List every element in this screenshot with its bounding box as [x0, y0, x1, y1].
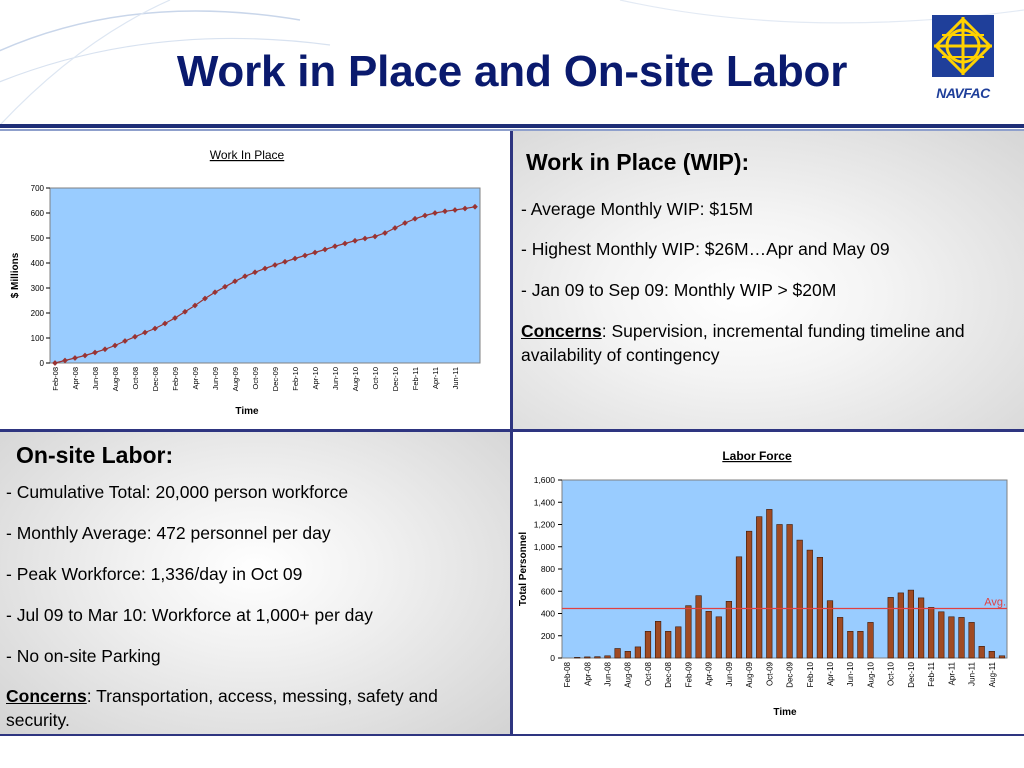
wip-concerns-text: : Supervision, incremental funding timeline and availability of contingency [521, 321, 965, 365]
labor-xtick-14: Jun-10 [846, 662, 856, 687]
labor-ytick-3: 600 [540, 586, 555, 597]
labor-xtick-3: Aug-08 [623, 662, 633, 688]
labor-bullet-5: - No on-site Parking [6, 646, 161, 666]
wip-xaxis-label: Time [235, 406, 259, 417]
labor-bar-24 [807, 550, 813, 658]
labor-xtick-17: Dec-10 [906, 662, 916, 688]
labor-bar-39 [959, 617, 965, 658]
labor-concerns-text: : Transportation, access, messing, safety and security. [6, 686, 438, 730]
wip-xtick-17: Dec-10 [391, 367, 400, 392]
wip-heading: Work in Place (WIP): [526, 149, 750, 175]
wip-plot-area [50, 188, 480, 363]
labor-bar-12 [686, 606, 692, 658]
navfac-logo [932, 15, 994, 107]
labor-bar-15 [716, 617, 722, 658]
labor-ytick-7: 1,400 [533, 497, 555, 508]
labor-bar-7 [635, 647, 641, 658]
labor-bar-32 [888, 597, 894, 658]
wip-xtick-20: Jun-11 [451, 367, 460, 390]
labor-bar-36 [928, 607, 934, 658]
labor-chart [513, 432, 1024, 734]
labor-xtick-19: Apr-11 [947, 662, 957, 686]
labor-xtick-6: Feb-09 [684, 662, 694, 688]
wip-bullet-2: - Highest Monthly WIP: $26M…Apr and May 09 [521, 239, 890, 259]
wip-xtick-10: Oct-09 [251, 367, 260, 390]
labor-bar-38 [949, 617, 955, 658]
labor-ytick-0: 0 [550, 653, 555, 663]
labor-bar-42 [989, 651, 995, 658]
wip-xtick-16: Oct-10 [371, 367, 380, 390]
logo-wordmark: NAVFAC [936, 85, 990, 101]
labor-bullet-1: - Cumulative Total: 20,000 person workforce [6, 482, 349, 502]
wip-bullet-3: - Jan 09 to Sep 09: Monthly WIP > $20M [521, 280, 837, 300]
wip-xtick-15: Aug-10 [351, 367, 360, 392]
bottom-divider [0, 734, 1024, 736]
labor-bar-43 [999, 656, 1005, 658]
vertical-divider [510, 131, 513, 736]
labor-bar-25 [817, 557, 823, 658]
labor-bar-20 [767, 509, 773, 658]
labor-bullet-3: - Peak Workforce: 1,336/day in Oct 09 [6, 564, 303, 584]
labor-concerns-label: Concerns [6, 686, 87, 706]
labor-bar-37 [939, 612, 945, 658]
labor-bar-19 [756, 517, 762, 658]
labor-yaxis-label: Total Personnel [518, 531, 529, 607]
labor-xaxis-label: Time [773, 707, 797, 718]
labor-chart-title: Labor Force [722, 449, 792, 463]
labor-bar-17 [736, 557, 742, 658]
labor-xtick-1: Apr-08 [583, 662, 593, 687]
labor-xtick-0: Feb-08 [563, 662, 573, 688]
labor-bar-14 [706, 611, 712, 658]
wip-xtick-19: Apr-11 [431, 367, 440, 389]
labor-xtick-2: Jun-08 [603, 662, 613, 687]
labor-xtick-15: Aug-10 [866, 662, 876, 688]
labor-bar-26 [827, 601, 833, 658]
wip-ytick-3: 300 [30, 284, 44, 293]
labor-bar-30 [868, 622, 874, 658]
labor-bar-16 [726, 601, 732, 658]
wip-xtick-2: Jun-08 [91, 367, 100, 390]
labor-xtick-16: Oct-10 [886, 662, 896, 687]
labor-bar-9 [655, 621, 661, 658]
labor-xtick-7: Apr-09 [704, 662, 714, 687]
labor-bar-29 [858, 631, 864, 658]
wip-ytick-0: 0 [39, 359, 44, 368]
labor-bar-11 [676, 627, 682, 658]
wip-ytick-5: 500 [30, 234, 44, 243]
wip-ytick-1: 100 [30, 334, 44, 343]
labor-bar-28 [848, 631, 854, 658]
labor-bar-23 [797, 540, 803, 658]
wip-concerns [521, 319, 991, 367]
labor-ytick-2: 400 [540, 608, 555, 619]
wip-text-panel [513, 131, 1024, 429]
wip-concerns-label: Concerns [521, 321, 602, 341]
wip-xtick-12: Feb-10 [291, 367, 300, 391]
wip-chart-title: Work In Place [209, 148, 285, 162]
labor-bar-33 [898, 593, 904, 658]
labor-chart-panel [513, 432, 1024, 734]
labor-ytick-1: 200 [540, 630, 555, 641]
wip-ytick-4: 400 [30, 259, 44, 268]
labor-bar-40 [969, 622, 975, 658]
labor-xtick-20: Jun-11 [967, 662, 977, 686]
wip-xtick-1: Apr-08 [71, 367, 80, 390]
labor-text-panel [0, 432, 510, 734]
labor-xtick-8: Jun-09 [724, 662, 734, 687]
labor-xtick-10: Oct-09 [765, 662, 775, 687]
labor-bullet-4: - Jul 09 to Mar 10: Workforce at 1,000+ per day [6, 605, 373, 625]
wip-xtick-18: Feb-11 [411, 367, 420, 391]
labor-bar-1 [574, 657, 580, 658]
labor-bar-35 [918, 598, 924, 658]
labor-bar-13 [696, 596, 702, 658]
labor-bar-21 [777, 525, 783, 659]
wip-xtick-9: Aug-09 [231, 367, 240, 392]
labor-concerns [6, 684, 486, 732]
wip-xtick-8: Jun-09 [211, 367, 220, 390]
labor-xtick-21: Aug-11 [987, 662, 997, 688]
wip-bullet-1: - Average Monthly WIP: $15M [521, 199, 754, 219]
labor-bar-34 [908, 590, 914, 658]
wip-xtick-5: Dec-08 [151, 367, 160, 392]
wip-chart-panel [0, 131, 510, 429]
labor-xtick-13: Apr-10 [826, 662, 836, 687]
labor-bar-5 [615, 649, 621, 659]
wip-xtick-14: Jun-10 [331, 367, 340, 390]
labor-bar-22 [787, 525, 793, 659]
wip-xtick-3: Aug-08 [111, 367, 120, 392]
labor-bar-27 [837, 617, 843, 658]
wip-chart [0, 131, 510, 429]
wip-xtick-6: Feb-09 [171, 367, 180, 391]
labor-ytick-5: 1,000 [533, 541, 555, 552]
wip-yaxis-label: $ Millions [10, 252, 21, 299]
labor-ytick-8: 1,600 [533, 475, 555, 485]
labor-bar-10 [665, 631, 671, 658]
labor-bullet-2: - Monthly Average: 472 personnel per day [6, 523, 331, 543]
wip-xtick-11: Dec-09 [271, 367, 280, 392]
title-rule [0, 124, 1024, 128]
labor-bar-3 [595, 657, 601, 658]
labor-bar-41 [979, 646, 985, 658]
wip-xtick-13: Apr-10 [311, 367, 320, 390]
wip-ytick-6: 600 [30, 209, 44, 218]
labor-bar-18 [746, 531, 752, 658]
labor-avg-label: Avg. [984, 596, 1006, 609]
labor-xtick-9: Aug-09 [745, 662, 755, 688]
labor-xtick-11: Dec-09 [785, 662, 795, 688]
title-area [0, 0, 1024, 125]
labor-xtick-5: Dec-08 [664, 662, 674, 688]
labor-bar-2 [585, 657, 591, 658]
wip-xtick-0: Feb-08 [51, 367, 60, 391]
labor-bar-6 [625, 651, 631, 658]
wip-ytick-2: 200 [30, 309, 44, 318]
horizontal-divider [0, 429, 1024, 432]
labor-bar-4 [605, 656, 611, 658]
wip-xtick-4: Oct-08 [131, 367, 140, 390]
labor-xtick-12: Feb-10 [805, 662, 815, 688]
labor-xtick-4: Oct-08 [643, 662, 653, 687]
labor-bar-8 [645, 631, 651, 658]
wip-xtick-7: Apr-09 [191, 367, 200, 390]
labor-xtick-18: Feb-11 [927, 662, 937, 687]
slide-title: Work in Place and On-site Labor [176, 47, 848, 96]
labor-ytick-4: 800 [540, 564, 555, 574]
labor-heading: On-site Labor: [16, 442, 174, 468]
labor-ytick-6: 1,200 [533, 519, 555, 530]
wip-ytick-7: 700 [30, 184, 44, 193]
